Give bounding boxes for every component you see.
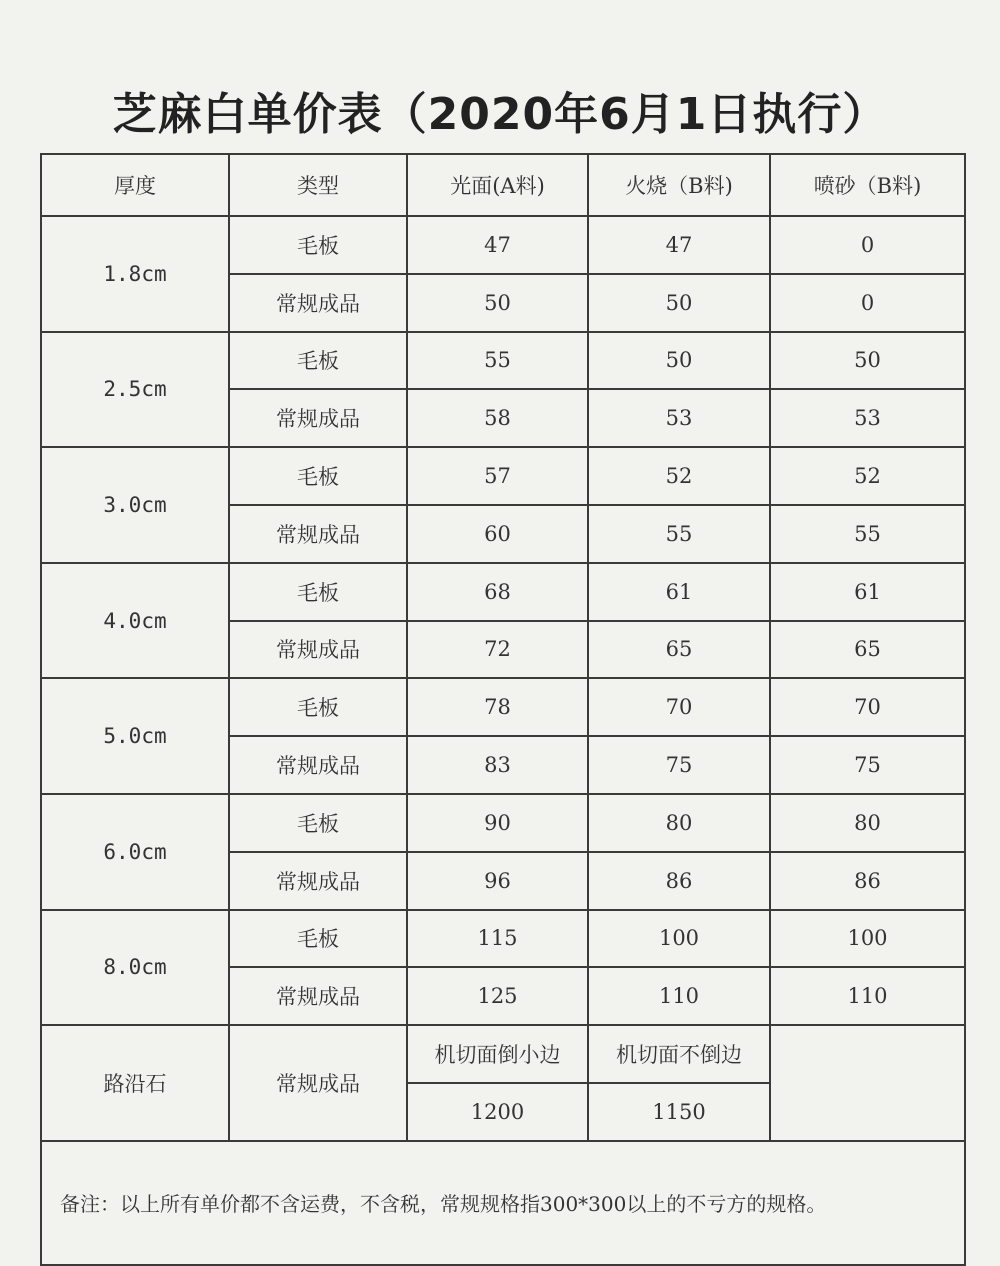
flamed-price: 52 bbox=[588, 447, 770, 505]
flamed-price: 53 bbox=[588, 389, 770, 447]
type-cell: 毛板 bbox=[229, 563, 407, 621]
flamed-price: 50 bbox=[588, 332, 770, 390]
page-title: 芝麻白单价表（2020年6月1日执行） bbox=[112, 89, 888, 140]
curb-row bbox=[41, 1025, 965, 1083]
curb-empty-cell bbox=[770, 1025, 965, 1141]
flamed-price: 100 bbox=[588, 910, 770, 968]
type-cell: 毛板 bbox=[229, 910, 407, 968]
table-row bbox=[41, 216, 965, 274]
table-row bbox=[41, 910, 965, 968]
type-cell: 常规成品 bbox=[229, 621, 407, 679]
sandblast-price: 50 bbox=[770, 332, 965, 390]
glossy-price: 83 bbox=[407, 736, 588, 794]
price-table bbox=[40, 153, 966, 1266]
header-glossy: 光面(A料) bbox=[407, 154, 588, 216]
type-cell: 常规成品 bbox=[229, 505, 407, 563]
curb-option2-label: 机切面不倒边 bbox=[588, 1025, 770, 1083]
glossy-price: 50 bbox=[407, 274, 588, 332]
header-row bbox=[41, 154, 965, 216]
type-cell: 毛板 bbox=[229, 447, 407, 505]
glossy-price: 125 bbox=[407, 967, 588, 1025]
table-row bbox=[41, 563, 965, 621]
thickness-cell: 1.8cm bbox=[41, 216, 229, 332]
glossy-price: 115 bbox=[407, 910, 588, 968]
sandblast-price: 110 bbox=[770, 967, 965, 1025]
sandblast-price: 75 bbox=[770, 736, 965, 794]
curb-option1-price: 1200 bbox=[407, 1083, 588, 1141]
glossy-price: 96 bbox=[407, 852, 588, 910]
flamed-price: 65 bbox=[588, 621, 770, 679]
curb-option2-price: 1150 bbox=[588, 1083, 770, 1141]
note-text: 备注：以上所有单价都不含运费，不含税，常规规格指300*300以上的不亏方的规格。 bbox=[41, 1141, 965, 1265]
glossy-price: 47 bbox=[407, 216, 588, 274]
type-cell: 常规成品 bbox=[229, 967, 407, 1025]
header-thickness: 厚度 bbox=[41, 154, 229, 216]
sandblast-price: 86 bbox=[770, 852, 965, 910]
header-type: 类型 bbox=[229, 154, 407, 216]
sandblast-price: 0 bbox=[770, 274, 965, 332]
type-cell: 常规成品 bbox=[229, 389, 407, 447]
glossy-price: 60 bbox=[407, 505, 588, 563]
curb-label: 路沿石 bbox=[41, 1025, 229, 1141]
sandblast-price: 52 bbox=[770, 447, 965, 505]
sandblast-price: 100 bbox=[770, 910, 965, 968]
type-cell: 常规成品 bbox=[229, 736, 407, 794]
thickness-cell: 3.0cm bbox=[41, 447, 229, 563]
sandblast-price: 53 bbox=[770, 389, 965, 447]
flamed-price: 50 bbox=[588, 274, 770, 332]
flamed-price: 86 bbox=[588, 852, 770, 910]
type-cell: 常规成品 bbox=[229, 274, 407, 332]
header-sandblast: 喷砂（B料) bbox=[770, 154, 965, 216]
type-cell: 毛板 bbox=[229, 216, 407, 274]
type-cell: 毛板 bbox=[229, 794, 407, 852]
flamed-price: 110 bbox=[588, 967, 770, 1025]
flamed-price: 70 bbox=[588, 678, 770, 736]
thickness-cell: 6.0cm bbox=[41, 794, 229, 910]
table-row bbox=[41, 447, 965, 505]
header-flamed: 火烧（B料) bbox=[588, 154, 770, 216]
type-cell: 毛板 bbox=[229, 678, 407, 736]
glossy-price: 55 bbox=[407, 332, 588, 390]
thickness-cell: 2.5cm bbox=[41, 332, 229, 448]
glossy-price: 68 bbox=[407, 563, 588, 621]
table-row bbox=[41, 794, 965, 852]
thickness-cell: 8.0cm bbox=[41, 910, 229, 1026]
flamed-price: 55 bbox=[588, 505, 770, 563]
type-cell: 毛板 bbox=[229, 332, 407, 390]
glossy-price: 72 bbox=[407, 621, 588, 679]
sandblast-price: 80 bbox=[770, 794, 965, 852]
flamed-price: 80 bbox=[588, 794, 770, 852]
sandblast-price: 65 bbox=[770, 621, 965, 679]
type-cell: 常规成品 bbox=[229, 852, 407, 910]
curb-option1-label: 机切面倒小边 bbox=[407, 1025, 588, 1083]
thickness-cell: 4.0cm bbox=[41, 563, 229, 679]
table-row bbox=[41, 332, 965, 390]
glossy-price: 78 bbox=[407, 678, 588, 736]
thickness-cell: 5.0cm bbox=[41, 678, 229, 794]
glossy-price: 57 bbox=[407, 447, 588, 505]
note-row bbox=[41, 1141, 965, 1265]
glossy-price: 58 bbox=[407, 389, 588, 447]
glossy-price: 90 bbox=[407, 794, 588, 852]
sandblast-price: 70 bbox=[770, 678, 965, 736]
sandblast-price: 0 bbox=[770, 216, 965, 274]
table-row bbox=[41, 678, 965, 736]
sandblast-price: 55 bbox=[770, 505, 965, 563]
flamed-price: 47 bbox=[588, 216, 770, 274]
sandblast-price: 61 bbox=[770, 563, 965, 621]
flamed-price: 61 bbox=[588, 563, 770, 621]
curb-type: 常规成品 bbox=[229, 1025, 407, 1141]
flamed-price: 75 bbox=[588, 736, 770, 794]
